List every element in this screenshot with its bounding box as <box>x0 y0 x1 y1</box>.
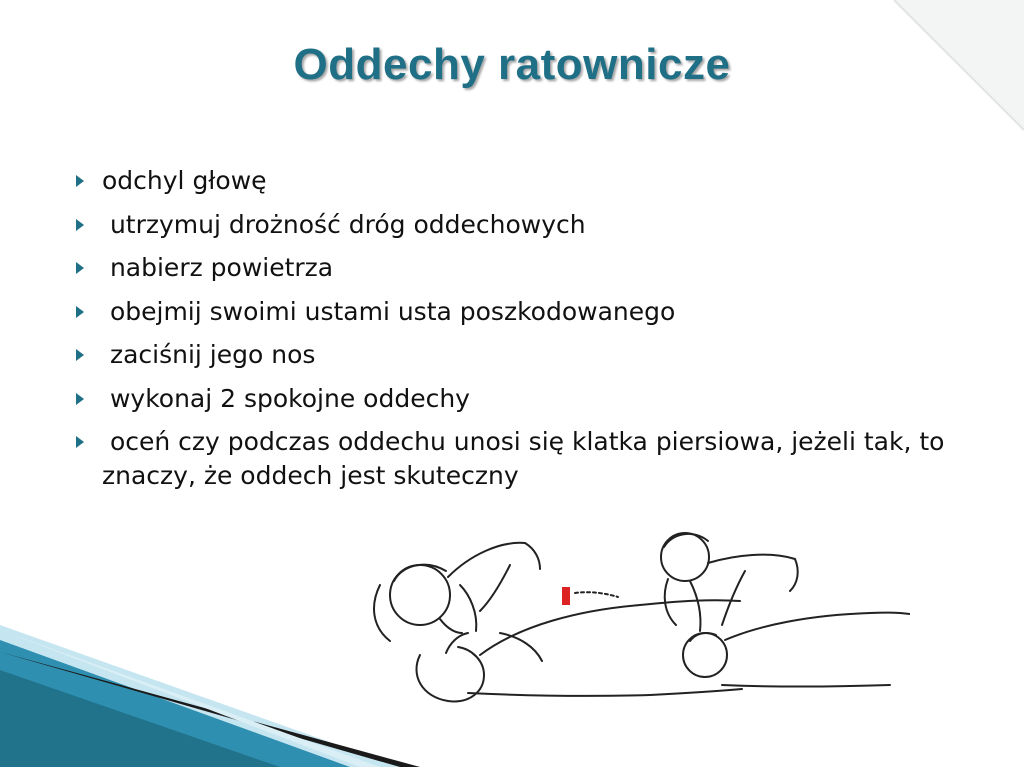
bullet-text: wykonaj 2 spokojne oddechy <box>102 383 470 413</box>
bullet-text: obejmij swoimi ustami usta poszkodowanego <box>102 296 676 326</box>
bullet-item <box>74 208 974 242</box>
triangle-right-icon <box>76 262 84 274</box>
bullet-text: nabierz powietrza <box>102 253 334 282</box>
bullet-item <box>74 164 974 198</box>
bullet-item <box>74 382 974 416</box>
triangle-right-icon <box>76 349 84 361</box>
triangle-right-icon <box>76 436 84 448</box>
bullet-item <box>74 338 974 372</box>
slide-title: Oddechy ratownicze <box>293 40 731 89</box>
bullet-text: utrzymuj drożność dróg oddechowych <box>102 209 586 239</box>
bullet-list <box>74 164 974 503</box>
triangle-right-icon <box>76 175 84 187</box>
bullet-text: odchyl głowę <box>102 166 267 195</box>
bullet-item <box>74 295 974 329</box>
triangle-right-icon <box>76 393 84 405</box>
bullet-text: oceń czy podczas oddechu unosi się klatka piersiowa, jeżeli tak, to znaczy, że oddech jest skuteczny <box>102 427 953 490</box>
bullet-item <box>74 251 974 285</box>
bottom-swoosh-decoration <box>0 600 1024 767</box>
bullet-item <box>74 425 974 493</box>
triangle-right-icon <box>76 219 84 231</box>
triangle-right-icon <box>76 306 84 318</box>
bullet-text: zaciśnij jego nos <box>102 340 316 369</box>
